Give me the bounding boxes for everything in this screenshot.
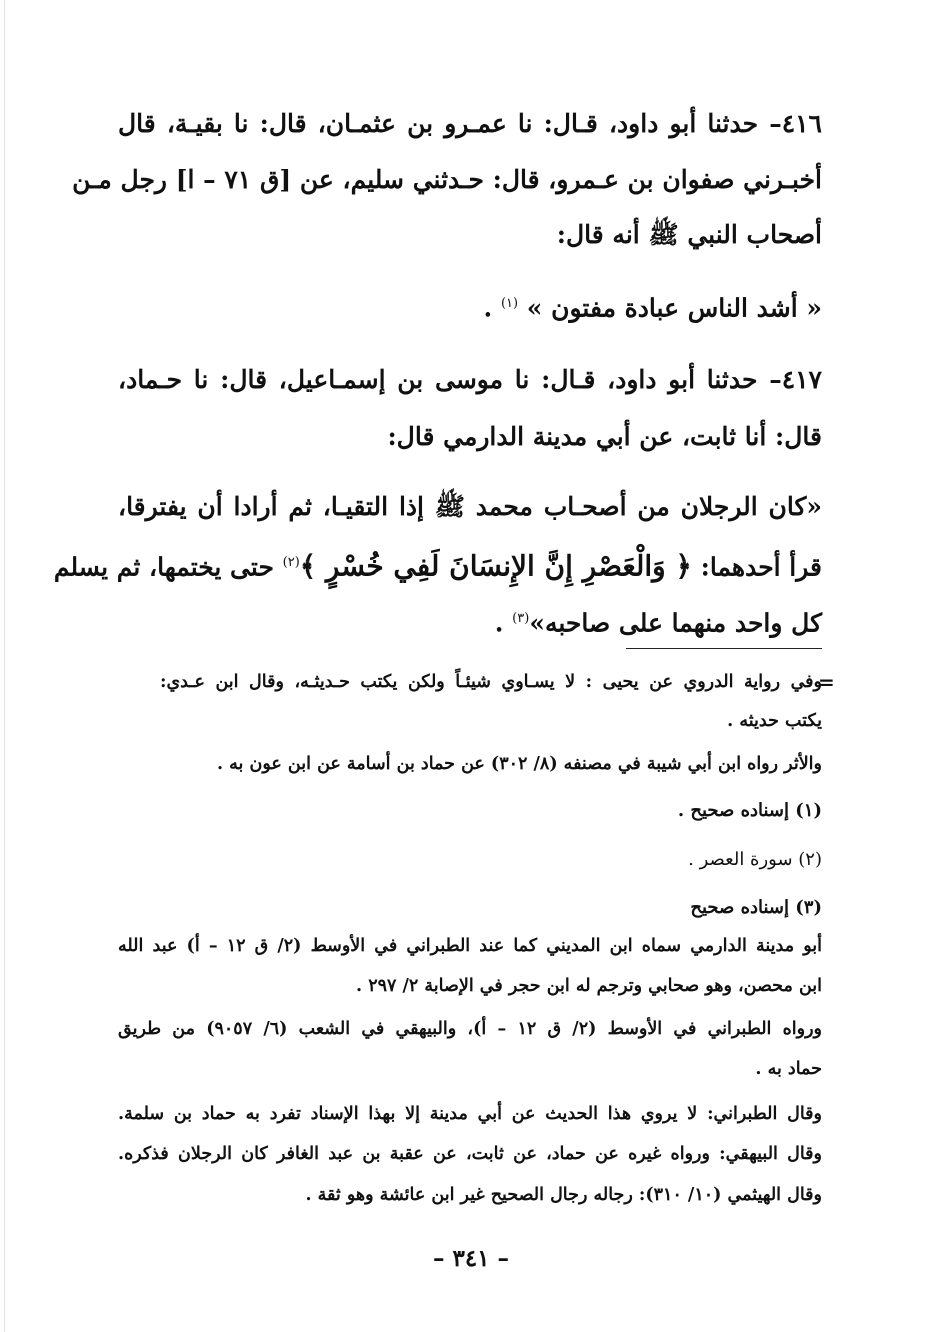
hadith-416-line-2: أخبـرني صفوان بن عـمرو، قال: حـدثني سليم، عن [ق ٧١ – ا] رجل مـن: [72, 165, 822, 194]
footnote-1: (١) إسناده صحيح .: [677, 800, 822, 821]
hadith-417-line-1: ٤١٧– حدثنا أبو داود، قـال: نا موسى بن إسمـاعيل، قال: نا حـماد،: [118, 365, 822, 394]
line4-start: قرأ أحدهما:: [700, 552, 822, 582]
line5-end: .: [494, 608, 504, 638]
line4-end: حتى يختمها، ثم يسلم: [53, 552, 274, 582]
footnote-3-line-6: وقال البيهقي: ورواه غيره عن حماد، عن ثابت، عن عقبة بن عبد الغافر كان الرجلان فذكره.: [118, 1144, 822, 1164]
footnote-3-line-4: حماد به .: [755, 1059, 822, 1079]
footnote-cont-line-1: وفي رواية الدروي عن يحيى : لا يسـاوي شيئـاً ولكن يكتب حـديثـه، وقال ابن عـدي:: [160, 672, 822, 692]
footnote-3-head: (٣) إسناده صحيح: [690, 897, 822, 918]
footnote-3-line-2: ابن محصن، وهو صحابي وترجم له ابن حجر في الإصابة ٢/ ٢٩٧ .: [356, 976, 822, 996]
page-edge-shadow: [4, 0, 5, 1332]
quote-end: .: [483, 293, 493, 323]
quote-text: « أشد الناس عبادة مفتون »: [526, 293, 822, 323]
hadith-416-line-1: ٤١٦– حدثنا أبو داود، قـال: نا عمـرو بن عثمـان، قال: نا بقيـة، قال: [118, 109, 822, 138]
hadith-416-line-3: أصحاب النبي ﷺ أنه قال:: [556, 220, 822, 249]
footnote-cont-line-3: والأثر رواه ابن أبي شيبة في مصنفه (٨/ ٣٠٢) عن حماد بن أسامة عن ابن عون به .: [216, 754, 822, 774]
hadith-417-line-3: «كان الرجلان من أصحـاب محمد ﷺ إذا التقيـا، ثم أرادا أن يفترقا،: [118, 492, 822, 521]
hadith-417-line-4: [53, 543, 822, 587]
footnote-3-line-1: أبو مدينة الدارمي سماه ابن المديني كما عند الطبراني في الأوسط (٢/ ق ١٢ – أ) عبد الله: [118, 936, 822, 956]
footnote-ref-1: (١): [500, 296, 519, 311]
footnote-2: (٢) سورة العصر .: [688, 849, 822, 870]
footnote-ref-3: (٣): [512, 611, 530, 626]
footnote-ref-2: (٢): [282, 555, 300, 570]
page-number: – ٣٤١ –: [432, 1245, 510, 1272]
footnote-3-line-3: ورواه الطبراني في الأوسط (٢/ ق ١٢ – أ)، والبيهقي في الشعب (٦/ ٩٠٥٧) من طريق: [118, 1019, 823, 1039]
footnote-3-line-5: وقال الطبراني: لا يروي هذا الحديث عن أبي مدينة إلا بهذا الإسناد تفرد به حماد بن سلمة.: [118, 1104, 822, 1124]
continuation-mark: =: [818, 670, 835, 694]
hadith-416-quote: [118, 284, 822, 328]
footnote-3-line-7: وقال الهيثمي (١٠/ ٣١٠): رجاله رجال الصحيح غير ابن عائشة وهو ثقة .: [305, 1185, 822, 1205]
footnote-cont-line-2: يكتب حديثه .: [727, 711, 822, 731]
footnote-divider: [626, 648, 822, 649]
hadith-417-line-5: [118, 599, 822, 643]
quran-verse: ﴿ وَالْعَصْرِ إِنَّ الإِنسَانَ لَفِي خُسْرٍ ﴾: [299, 549, 692, 583]
hadith-417-line-2: قال: أنا ثابت، عن أبي مدينة الدارمي قال:: [387, 422, 822, 451]
line5-text: كل واحد منهما على صاحبه»: [529, 608, 822, 638]
